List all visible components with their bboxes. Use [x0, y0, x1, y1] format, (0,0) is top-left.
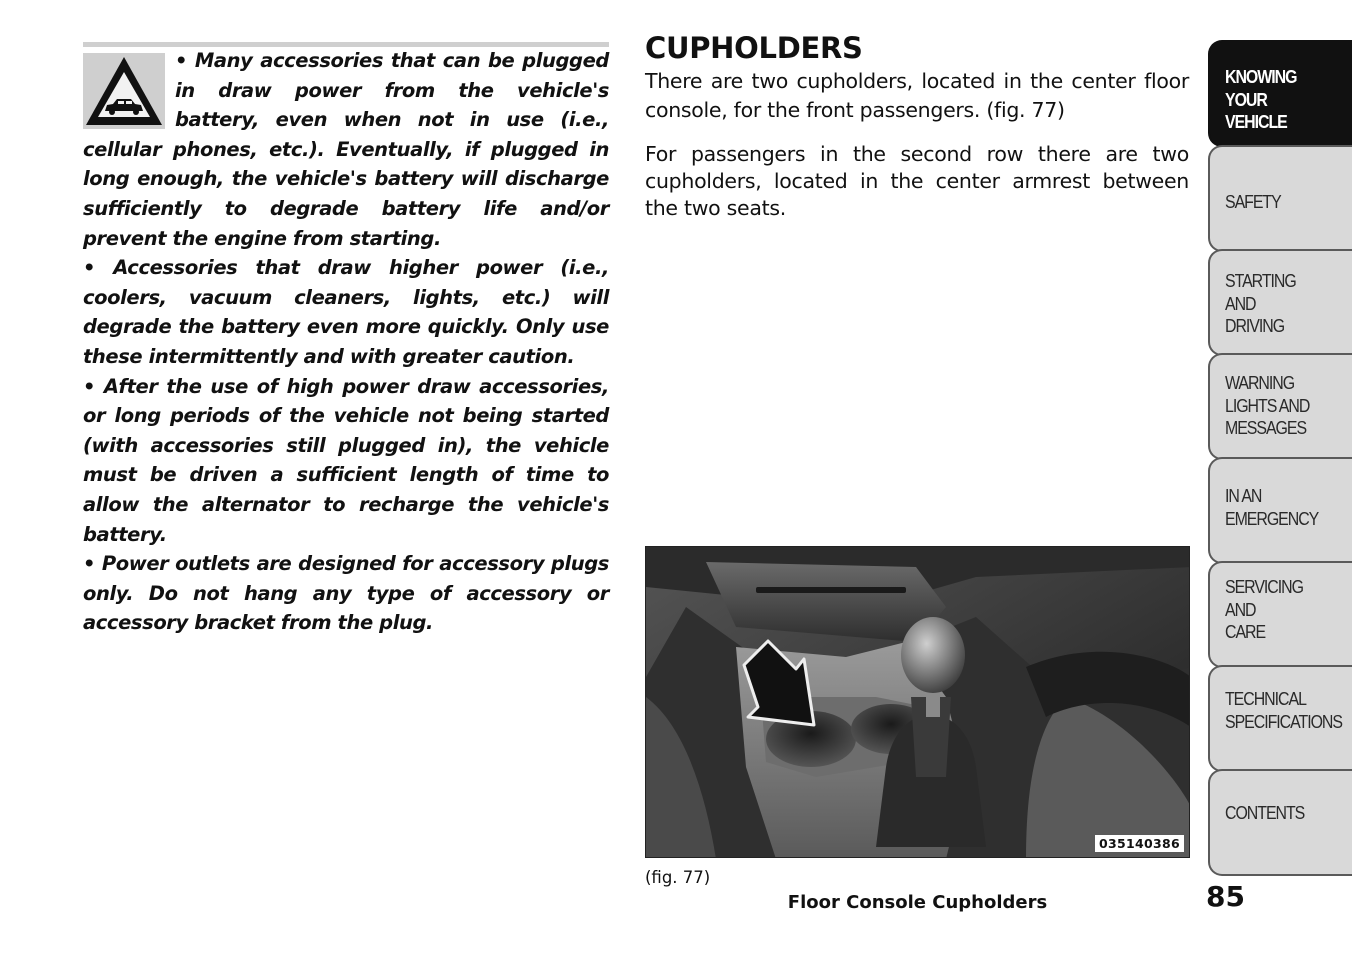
tab-label: WARNING LIGHTS AND MESSAGES	[1225, 372, 1310, 438]
caution-paragraph: • Many accessories that can be plugged in draw power from the vehicle's battery, even when not in use (i.e., cellular phones, etc.). Eventually, if plugged in long enough, the vehicle's battery will discharge sufficiently to degrade battery life and/or prevent the engine from starting.	[83, 49, 609, 250]
figure-reference: (fig. 77)	[645, 868, 711, 887]
cupholder-figure	[645, 546, 1190, 858]
tab-label: SERVICING AND CARE	[1225, 576, 1303, 642]
tab-label: KNOWING YOUR VEHICLE	[1225, 66, 1297, 132]
section-title: CUPHOLDERS	[645, 31, 863, 65]
tab-label: STARTING AND DRIVING	[1225, 270, 1296, 336]
caution-paragraph: • Accessories that draw higher power (i.e., coolers, vacuum cleaners, lights, etc.) will degrade the battery even more quickly. Only use these intermittently and with greater caution.	[83, 256, 609, 368]
tab-label: SAFETY	[1225, 191, 1281, 212]
tab-contents[interactable]	[1208, 769, 1352, 876]
tab-in-an-emergency[interactable]	[1208, 457, 1352, 564]
body-paragraph: There are two cupholders, located in the center floor console, for the front passengers. (fig. 77)	[645, 69, 1189, 122]
tab-starting-and-driving[interactable]	[1208, 249, 1352, 356]
tab-warning-lights-and-messages[interactable]	[1208, 353, 1352, 460]
page-number: 85	[1206, 880, 1245, 913]
caution-text-block	[83, 46, 609, 638]
figure-code: 035140386	[1095, 835, 1184, 852]
figure-caption: Floor Console Cupholders	[787, 892, 1048, 913]
tab-label: TECHNICAL SPECIFICATIONS	[1225, 688, 1342, 732]
caution-paragraph: • Power outlets are designed for accessory plugs only. Do not hang any type of accessory or accessory bracket from the plug.	[83, 552, 609, 635]
tab-technical-specifications[interactable]	[1208, 665, 1352, 772]
caution-paragraph: • After the use of high power draw accessories, or long periods of the vehicle not being started (with accessories still plugged in), the vehicle must be driven a sufficient length of time to allow the alternator to recharge the vehicle's battery.	[83, 374, 609, 546]
tab-knowing-your-vehicle[interactable]	[1208, 40, 1352, 147]
tab-label: IN AN EMERGENCY	[1225, 485, 1319, 529]
tab-label: CONTENTS	[1225, 802, 1305, 823]
tab-safety[interactable]	[1208, 145, 1352, 252]
cupholder-illustration	[646, 547, 1190, 858]
tab-servicing-and-care[interactable]	[1208, 561, 1352, 668]
body-paragraph: For passengers in the second row there are two cupholders, located in the center armrest between the two seats.	[645, 142, 1189, 220]
